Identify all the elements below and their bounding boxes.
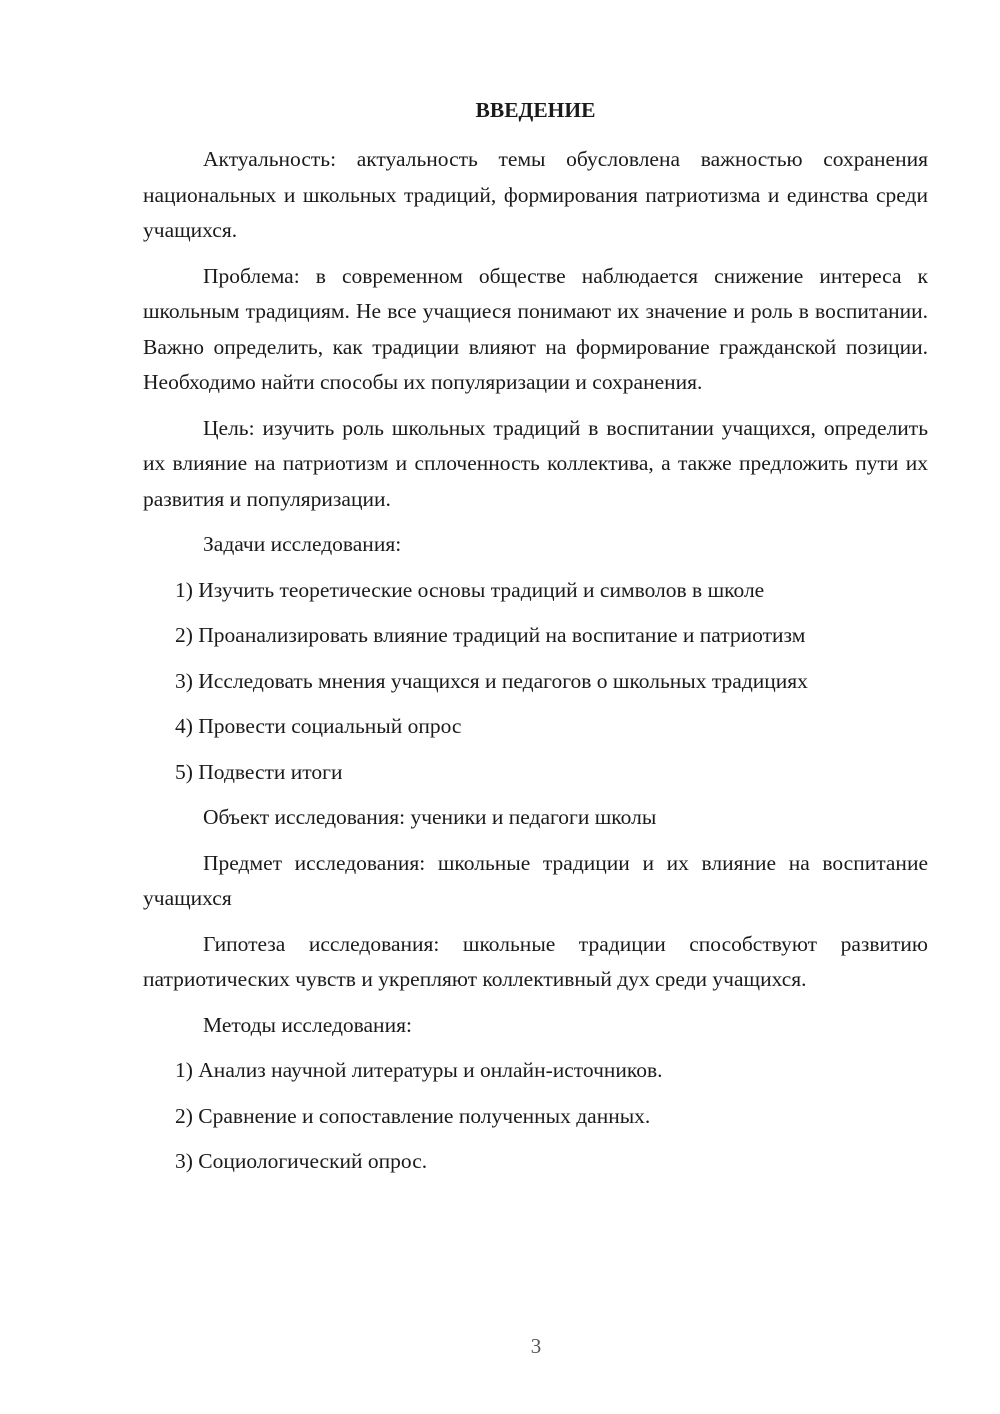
task-item: 5) Подвести итоги [175, 759, 343, 784]
document-page [143, 95, 928, 1190]
section-title: ВВЕДЕНИЕ [475, 98, 596, 122]
relevance-paragraph: Актуальность: актуальность темы обусловлена важностью сохранения национальных и школьных традиций, формирования патриотизма и единства среди учащихся. [143, 147, 928, 242]
goal-paragraph: Цель: изучить роль школьных традиций в воспитании учащихся, определить их влияние на патриотизм и сплоченность коллектива, а также предложить пути их развития и популяризации. [143, 415, 928, 511]
task-item: 1) Изучить теоретические основы традиций и символов в школе [175, 577, 765, 602]
tasks-list [143, 573, 928, 791]
methods-list [143, 1053, 928, 1180]
methods-label: Методы исследования: [203, 1012, 412, 1037]
task-item: 4) Провести социальный опрос [175, 714, 462, 738]
hypothesis-paragraph: Гипотеза исследования: школьные традиции способствуют развитию патриотических чувств и укрепляют коллективный дух среди учащихся. [143, 931, 928, 991]
tasks-label: Задачи исследования: [203, 532, 402, 556]
problem-paragraph: Проблема: в современном обществе наблюдается снижение интереса к школьным традициям. Не все учащиеся понимают их значение и роль в воспитании. Важно определить, как традиции влияют на формирование гражданской позиции. Необходимо найти способы их популяризации и сохранения. [143, 263, 928, 394]
method-item: 3) Социологический опрос. [175, 1149, 428, 1173]
subject-paragraph: Предмет исследования: школьные традиции и их влияние на воспитание учащихся [143, 850, 928, 910]
method-item: 1) Анализ научной литературы и онлайн-источников. [175, 1058, 663, 1082]
method-item: 2) Сравнение и сопоставление полученных данных. [175, 1103, 651, 1128]
object-paragraph: Объект исследования: ученики и педагоги школы [203, 805, 657, 829]
task-item: 2) Проанализировать влияние традиций на воспитание и патриотизм [175, 623, 806, 647]
page-number: 3 [530, 1334, 542, 1358]
task-item: 3) Исследовать мнения учащихся и педагогов о школьных традициях [175, 668, 808, 693]
